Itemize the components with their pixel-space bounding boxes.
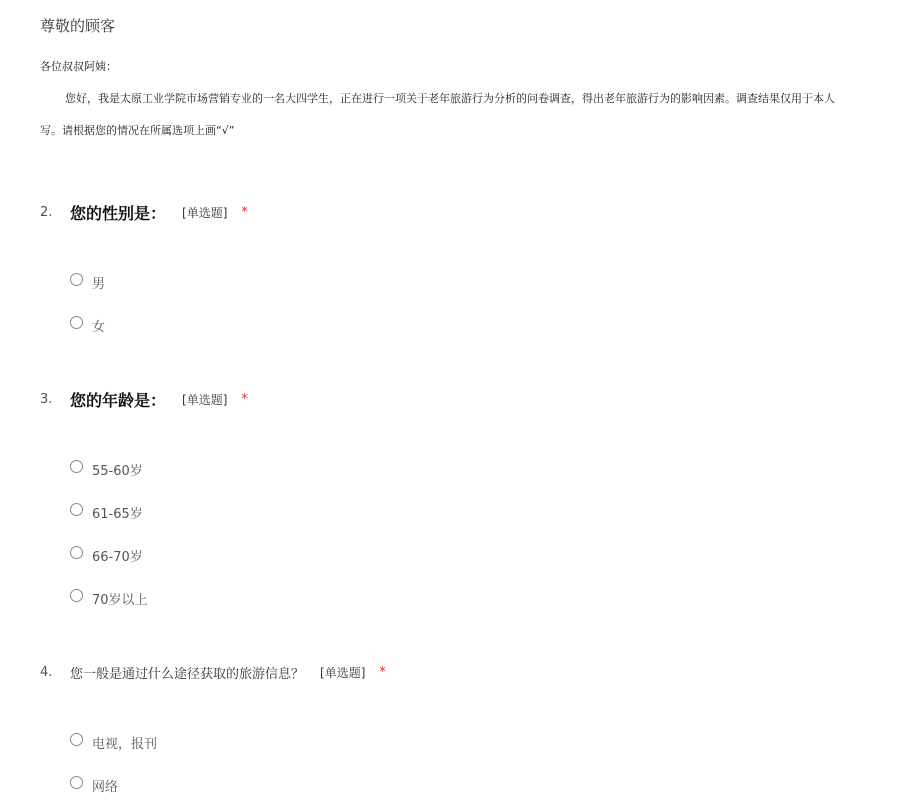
question-number: 4. bbox=[40, 664, 53, 680]
question-gender bbox=[40, 200, 890, 335]
radio-button-icon[interactable] bbox=[70, 503, 83, 516]
radio-button-icon[interactable] bbox=[70, 546, 83, 559]
radio-button-icon[interactable] bbox=[70, 776, 83, 789]
option-internet[interactable] bbox=[70, 775, 118, 795]
radio-button-icon[interactable] bbox=[70, 273, 83, 286]
option-label: 男 bbox=[92, 276, 106, 292]
option-label: 网络 bbox=[92, 779, 119, 795]
question-age bbox=[40, 387, 890, 608]
option-age-70-plus[interactable] bbox=[70, 588, 148, 608]
option-label: 女 bbox=[92, 319, 106, 335]
question-number: 2. bbox=[40, 204, 53, 220]
survey-greeting: 尊敬的顾客 bbox=[40, 17, 116, 35]
question-header bbox=[40, 660, 890, 684]
radio-button-icon[interactable] bbox=[70, 589, 83, 602]
required-marker: * bbox=[241, 204, 248, 220]
option-label: 61-65岁 bbox=[92, 506, 143, 522]
option-age-61-65[interactable] bbox=[70, 502, 143, 522]
question-title: 您一般是通过什么途径获取的旅游信息？ bbox=[70, 666, 305, 682]
radio-button-icon[interactable] bbox=[70, 460, 83, 473]
survey-intro bbox=[40, 90, 900, 138]
option-label: 55-60岁 bbox=[92, 463, 143, 479]
question-travel-info-source bbox=[40, 660, 890, 795]
intro-paragraph-line-1: 您好，我是太原工业学院市场营销专业的一名大四学生，正在进行一项关于老年旅游行为分析的问卷调查，得出老年旅游行为的影响因素。调查结果仅用于本人 bbox=[65, 92, 835, 105]
option-age-55-60[interactable] bbox=[70, 459, 143, 479]
required-marker: * bbox=[379, 664, 386, 680]
question-type-tag: [单选题] bbox=[182, 392, 228, 407]
radio-button-icon[interactable] bbox=[70, 316, 83, 329]
question-title: 您的年龄是： bbox=[70, 390, 167, 410]
option-male[interactable] bbox=[70, 272, 105, 292]
question-type-tag: [单选题] bbox=[320, 665, 366, 680]
option-label: 电视，报刊 bbox=[92, 736, 158, 752]
question-title: 您的性别是： bbox=[70, 203, 167, 223]
question-header bbox=[40, 200, 890, 224]
question-header bbox=[40, 387, 890, 411]
required-marker: * bbox=[241, 391, 248, 407]
option-label: 70岁以上 bbox=[92, 592, 148, 608]
option-female[interactable] bbox=[70, 315, 105, 335]
survey-salutation: 各位叔叔阿姨： bbox=[40, 60, 117, 73]
intro-paragraph-line-2: 写。请根据您的情况在所属选项上画“√” bbox=[40, 124, 235, 137]
question-type-tag: [单选题] bbox=[182, 205, 228, 220]
radio-button-icon[interactable] bbox=[70, 733, 83, 746]
option-label: 66-70岁 bbox=[92, 549, 143, 565]
question-number: 3. bbox=[40, 391, 53, 407]
option-age-66-70[interactable] bbox=[70, 545, 143, 565]
option-tv-newspaper[interactable] bbox=[70, 732, 157, 752]
